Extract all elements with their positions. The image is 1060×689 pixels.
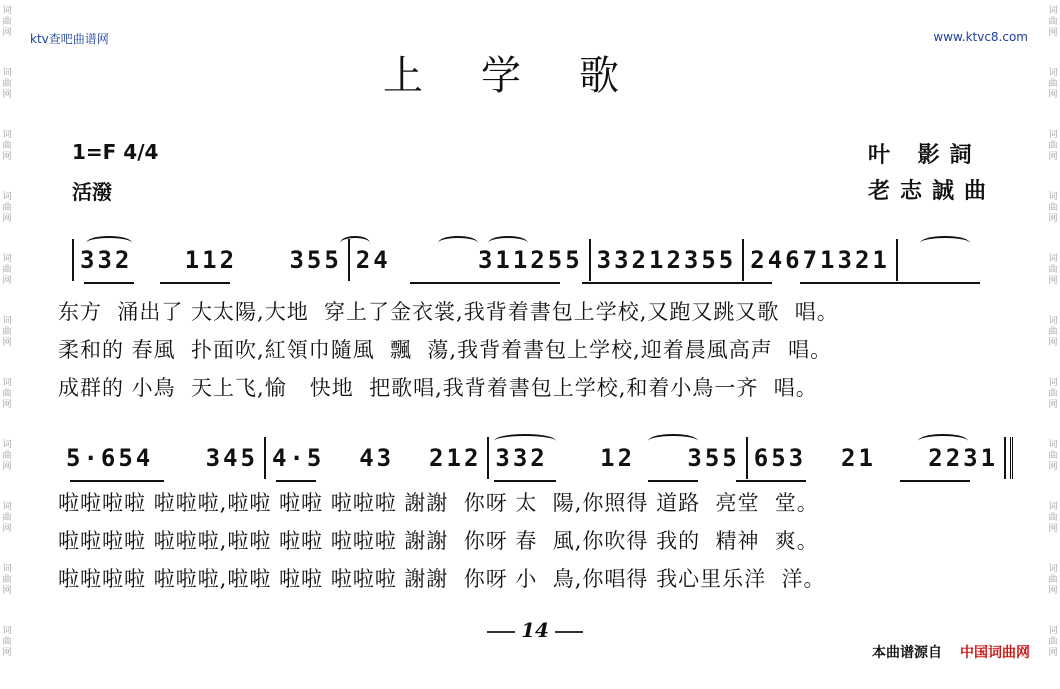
- beam-underline: [736, 480, 806, 482]
- beam-underline: [800, 282, 980, 284]
- slur-mark: [86, 236, 132, 250]
- watermark-text: 词 曲 网: [1048, 254, 1058, 286]
- beam-underline: [70, 480, 164, 482]
- page-number-value: 14: [521, 618, 549, 642]
- notation-group: 12: [600, 444, 636, 472]
- watermark-text: 词 曲 网: [1048, 564, 1058, 596]
- beam-underline: [648, 480, 698, 482]
- barline: [896, 239, 898, 281]
- watermark-text: 词 曲 网: [1048, 130, 1058, 162]
- notation-group: 332: [495, 444, 548, 472]
- beam-underline: [582, 282, 772, 284]
- watermark-text: 词 曲 网: [2, 440, 12, 472]
- watermark-text: 词 曲 网: [1048, 316, 1058, 348]
- site-header-left[interactable]: ktv查吧曲谱网: [30, 32, 109, 46]
- watermark-text: 词 曲 网: [1048, 192, 1058, 224]
- notation-group: 345: [205, 444, 258, 472]
- notation-group: 43: [359, 444, 395, 472]
- watermark-text: 词 曲 网: [1048, 502, 1058, 534]
- notation-group: 2231: [928, 444, 999, 472]
- watermark-text: 词 曲 网: [2, 192, 12, 224]
- beam-underline: [84, 282, 134, 284]
- lyric-line: 成群的 小鳥 天上飞,愉 快地 把歌唱,我背着書包上学校,和着小鳥一齐 唱。: [58, 376, 818, 400]
- notation-group: 212: [429, 444, 482, 472]
- slur-mark: [648, 434, 698, 448]
- barline: [746, 437, 748, 479]
- source-credit: [872, 642, 1030, 662]
- composer-credit: 老志誠曲: [868, 178, 997, 204]
- barline: [589, 239, 591, 281]
- notation-group: 21: [841, 444, 876, 472]
- notation-group: 33212355: [596, 246, 737, 274]
- song-title: 上学歌: [383, 53, 677, 99]
- barline: [72, 239, 74, 281]
- barline: [487, 437, 489, 479]
- slur-mark: [340, 236, 370, 250]
- notation-group: 24: [355, 246, 391, 274]
- slur-mark: [438, 236, 478, 250]
- barline: [742, 239, 744, 281]
- notation-group: 2467: [750, 246, 821, 274]
- beam-underline: [900, 480, 970, 482]
- watermark-text: 词 曲 网: [2, 564, 12, 596]
- notation-group: 653: [753, 444, 807, 472]
- watermark-text: 词 曲 网: [1048, 68, 1058, 100]
- watermark-text: 词 曲 网: [2, 68, 12, 100]
- barline: [264, 437, 266, 479]
- slur-mark: [488, 236, 528, 250]
- source-site-link[interactable]: 中国词曲网: [960, 645, 1030, 661]
- site-header-right[interactable]: www.ktvc8.com: [933, 30, 1028, 44]
- watermark-text: 词 曲 网: [1048, 440, 1058, 472]
- final-barline: [1004, 437, 1013, 479]
- notation-group: 1321: [820, 246, 890, 274]
- slur-mark: [494, 434, 556, 448]
- notation-group: 355: [687, 444, 740, 472]
- watermark-text: 词 曲 网: [2, 254, 12, 286]
- watermark-text: 词 曲 网: [2, 6, 12, 38]
- watermark-text: 词 曲 网: [1048, 6, 1058, 38]
- lyric-line: 啦啦啦啦 啦啦啦,啦啦 啦啦 啦啦啦 謝謝 你呀 春 風,你吹得 我的 精神 爽。: [58, 529, 819, 553]
- watermark-text: 词 曲 网: [2, 626, 12, 658]
- notation-group: 112: [184, 246, 238, 274]
- watermark-text: 词 曲 网: [2, 130, 12, 162]
- watermark-text: 词 曲 网: [1048, 626, 1058, 658]
- tempo-marking: 活潑: [72, 180, 112, 204]
- watermark-text: 词 曲 网: [1048, 378, 1058, 410]
- watermark-text: 词 曲 网: [2, 378, 12, 410]
- key-signature: 1=F 4/4: [72, 140, 159, 164]
- slur-mark: [918, 434, 968, 448]
- notation-group: 311255: [477, 246, 583, 274]
- beam-underline: [410, 282, 560, 284]
- watermark-text: 词 曲 网: [2, 316, 12, 348]
- notation-group: 332: [80, 246, 133, 274]
- notation-group: 4·5: [271, 444, 325, 472]
- source-label: 本曲谱源自: [872, 645, 942, 661]
- notation-group: 355: [289, 246, 342, 274]
- dash-left: [487, 631, 515, 633]
- right-watermark-strip: [1046, 0, 1060, 689]
- lyric-line: 柔和的 春風 扑面吹,紅領巾隨風 飄 蕩,我背着書包上学校,迎着晨風高声 唱。: [58, 338, 833, 362]
- slur-mark: [920, 236, 970, 250]
- beam-underline: [494, 480, 556, 482]
- lyric-line: 啦啦啦啦 啦啦啦,啦啦 啦啦 啦啦啦 謝謝 你呀 太 陽,你照得 道路 亮堂 堂。: [58, 491, 819, 515]
- lyric-line: 啦啦啦啦 啦啦啦,啦啦 啦啦 啦啦啦 謝謝 你呀 小 鳥,你唱得 我心里乐洋 洋。: [58, 567, 826, 591]
- page-number: [480, 618, 590, 642]
- lyric-line: 东方 涌出了 大太陽,大地 穿上了金衣裳,我背着書包上学校,又跑又跳又歌 唱。: [58, 300, 839, 324]
- watermark-text: 词 曲 网: [2, 502, 12, 534]
- lyricist-credit: 叶 影詞: [868, 142, 982, 168]
- notation-line-1: [66, 240, 904, 280]
- left-watermark-strip: [0, 0, 14, 689]
- beam-underline: [160, 282, 230, 284]
- notation-group: 5·654: [66, 444, 154, 472]
- beam-underline: [276, 480, 316, 482]
- dash-right: [555, 631, 583, 633]
